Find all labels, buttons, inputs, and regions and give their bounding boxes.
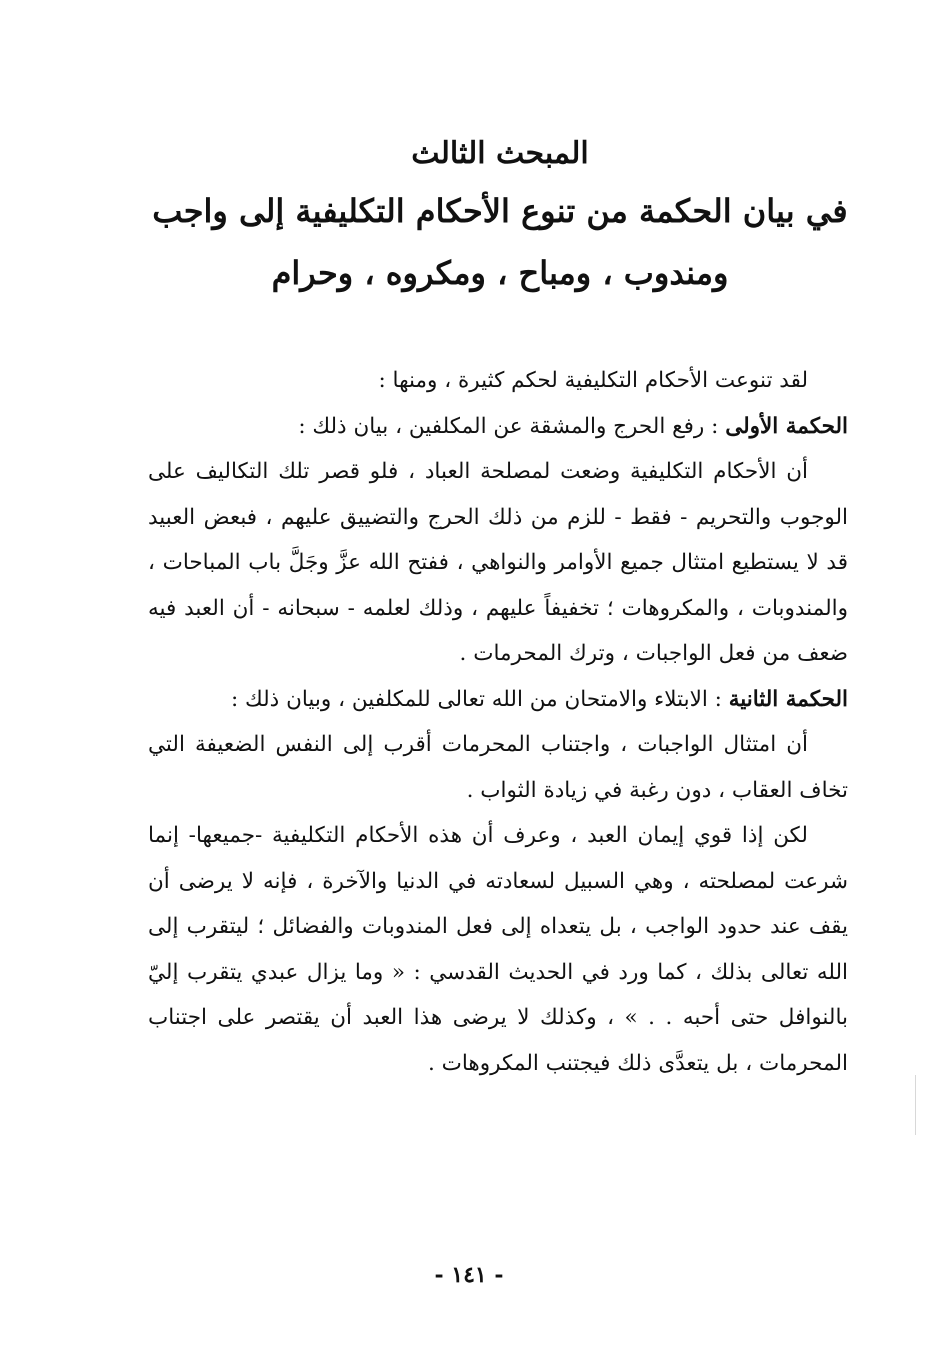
chapter-heading	[150, 128, 850, 304]
scan-edge-mark	[915, 1075, 916, 1135]
wisdom-2-heading	[148, 677, 848, 723]
section-subtitle-line-1: في بيان الحكمة من تنوع الأحكام التكليفية إلى واجب	[152, 192, 848, 230]
wisdom-2-paragraph-continued: لكن إذا قوي إيمان العبد ، وعرف أن هذه الأحكام التكليفية -جميعها- إنما شرعت لمصلحته ، وهي السبيل لسعادته في الدنيا والآخرة ، فإنه لا يرضى أن يقف عند حدود الواجب ، بل يتعداه إلى فعل المندوبات والفضائل ؛ ليتقرب إلى الله تعالى بذلك ، كما ورد في الحديث القدسي : « وما يزال عبدي يتقرب إليّ بالنوافل حتى أحبه . . » ، وكذلك لا يرضى هذا العبد أن يقتصر على اجتناب المحرمات ، بل يتعدَّى ذلك فيجتنب المكروهات .	[148, 823, 848, 1076]
wisdom-2-statement: : الابتلاء والامتحان من الله تعالى للمكلفين ، وبيان ذلك :	[230, 686, 729, 712]
wisdom-1-label: الحكمة الأولى	[725, 413, 848, 439]
wisdom-1-statement: : رفع الحرج والمشقة عن المكلفين ، بيان ذلك :	[298, 413, 726, 439]
section-title: المبحث الثالث	[411, 136, 589, 171]
body-text	[148, 358, 848, 1086]
wisdom-1-paragraph: أن الأحكام التكليفية وضعت لمصلحة العباد ، فلو قصر تلك التكاليف على الوجوب والتحريم - فقط - للزم من ذلك الحرج والتضييق عليهم ، فبعض العبيد قد لا يستطيع امتثال جميع الأوامر والنواهي ، ففتح الله عزَّ وجَلَّ باب المباحات ، والمندوبات ، والمكروهات ؛ تخفيفاً عليهم ، وذلك لعلمه - سبحانه - أن العبد فيه ضعف من فعل الواجبات ، وترك المحرمات .	[148, 459, 848, 666]
page-number: - ١٤١ -	[434, 1262, 504, 1288]
wisdom-1-heading	[148, 404, 848, 450]
section-subtitle-line-2: ومندوب ، ومباح ، ومكروه ، وحرام	[271, 254, 729, 292]
wisdom-2-paragraph: أن امتثال الواجبات ، واجتناب المحرمات أقرب إلى النفس الضعيفة التي تخاف العقاب ، دون رغبة في زيادة الثواب .	[148, 732, 848, 803]
intro-paragraph: لقد تنوعت الأحكام التكليفية لحكم كثيرة ، ومنها :	[378, 368, 808, 393]
wisdom-2-label: الحكمة الثانية	[728, 686, 848, 712]
